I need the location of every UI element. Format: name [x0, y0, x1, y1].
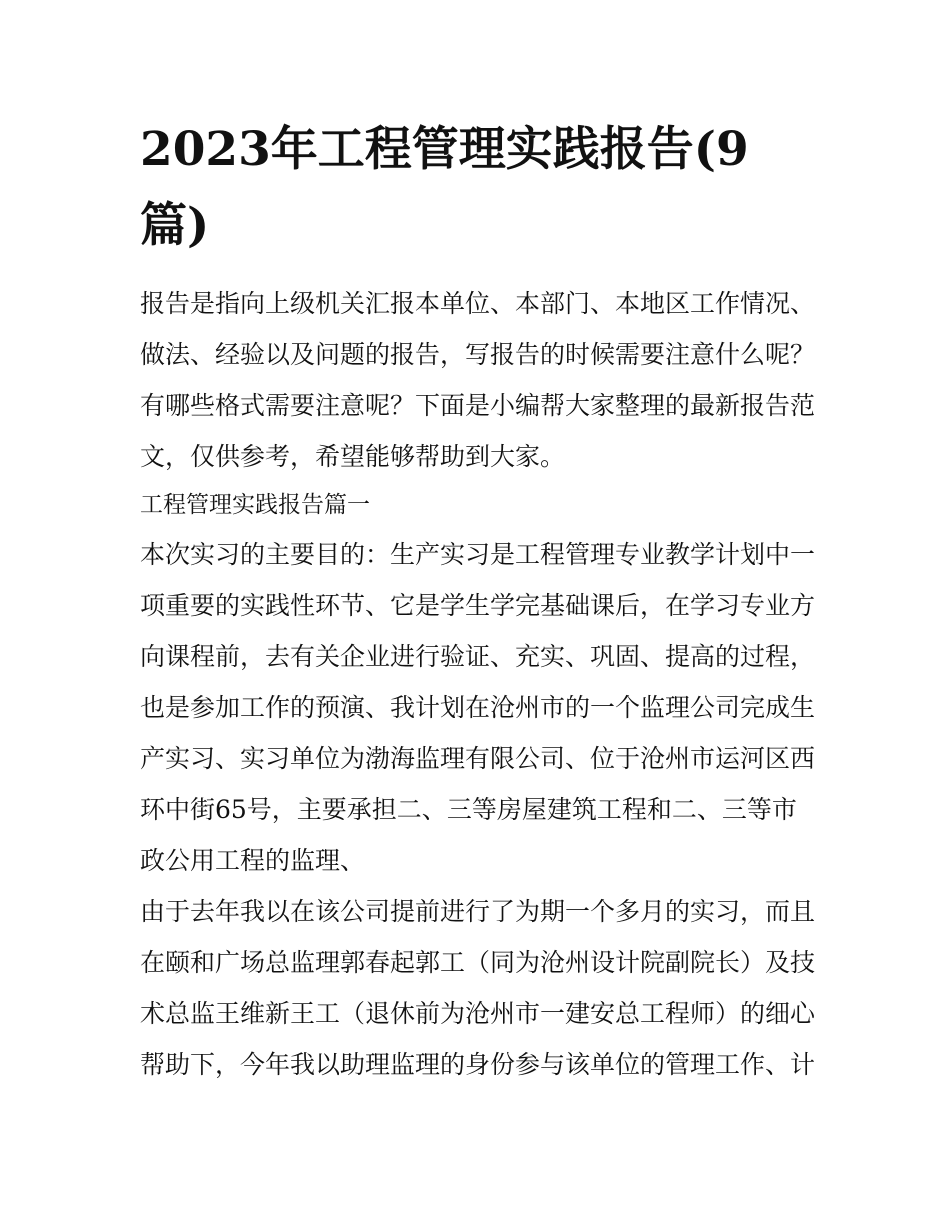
document-body — [140, 278, 820, 1090]
intro-paragraph — [140, 278, 820, 482]
document-title — [140, 112, 780, 264]
para2-line-3: 术总监王维新王工（退休前为沧州市一建安总工程师）的细心 — [140, 999, 816, 1028]
intro-line-2: 做法、经验以及问题的报告，写报告的时候需要注意什么呢？ — [140, 340, 816, 369]
paragraph-2 — [140, 886, 820, 1090]
intro-line-1: 报告是指向上级机关汇报本单位、本部门、本地区工作情况、 — [140, 289, 816, 318]
paragraph-1 — [140, 529, 820, 886]
para2-line-4: 帮助下，今年我以助理监理的身份参与该单位的管理工作、计 — [140, 1050, 816, 1079]
title-line-2: 篇) — [140, 198, 210, 253]
para1-line-6: 环中街65号，主要承担二、三等房屋建筑工程和二、三等市 — [140, 795, 797, 824]
para1-line-5: 产实习、实习单位为渤海监理有限公司、位于沧州市运河区西 — [140, 744, 816, 773]
para1-line-3: 向课程前，去有关企业进行验证、充实、巩固、提高的过程， — [140, 642, 816, 671]
para1-line-4: 也是参加工作的预演、我计划在沧州市的一个监理公司完成生 — [140, 693, 816, 722]
title-line-1: 2023年工程管理实践报告(9 — [140, 122, 749, 177]
intro-line-3: 有哪些格式需要注意呢？下面是小编帮大家整理的最新报告范 — [140, 391, 816, 420]
para2-line-2: 在颐和广场总监理郭春起郭工（同为沧州设计院副院长）及技 — [140, 948, 816, 977]
para2-line-1: 由于去年我以在该公司提前进行了为期一个多月的实习，而且 — [140, 897, 816, 926]
para1-line-1: 本次实习的主要目的：生产实习是工程管理专业教学计划中一 — [140, 540, 816, 569]
section-heading: 工程管理实践报告篇一 — [140, 492, 370, 518]
para1-line-2: 项重要的实践性环节、它是学生学完基础课后，在学习专业方 — [140, 591, 816, 620]
para1-line-7: 政公用工程的监理、 — [140, 846, 366, 875]
intro-line-4: 文，仅供参考，希望能够帮助到大家。 — [140, 442, 566, 471]
